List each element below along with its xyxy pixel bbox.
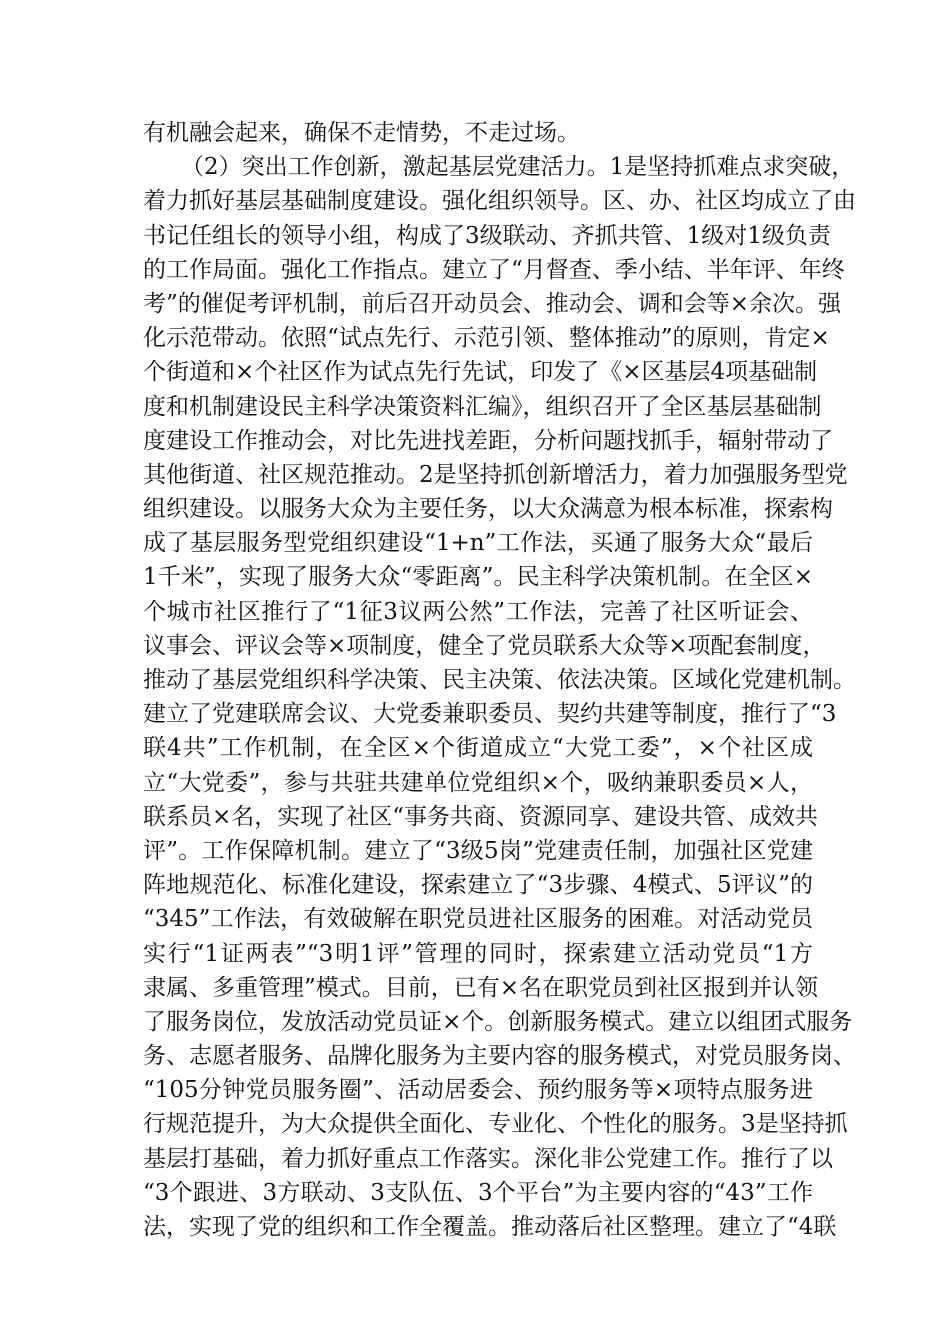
text-line: “3个跟进、3方联动、3支队伍、3个平台”为主要内容的“43”工作	[143, 1179, 813, 1206]
text-line: “105分钟党员服务圈”、活动居委会、预约服务等×项特点服务进	[143, 1077, 813, 1104]
text-line: 度和机制建设民主科学决策资料汇编》，组织召开了全区基层基础制	[143, 393, 822, 420]
text-line: 1千米”，实现了服务大众“零距离”。民主科学决策机制。在全区×	[143, 564, 813, 591]
text-line: 化示范带动。依照“试点先行、示范引领、整体推动”的原则，肯定×	[143, 325, 830, 352]
text-line: 个城市社区推行了“1征3议两公然”工作法，完善了社区听证会、	[143, 598, 813, 625]
body-text	[143, 116, 856, 1244]
text-line: 务、志愿者服务、品牌化服务为主要内容的服务模式，对党员服务岗、	[143, 1043, 856, 1070]
text-line: （2）突出工作创新，激起基层党建活力。1是坚持抓难点求突破，	[181, 154, 855, 181]
text-line: 着力抓好基层基础制度建设。强化组织领导。区、办、社区均成立了由	[143, 188, 856, 215]
text-line: 实行“1证两表”“3明1评”管理的同时，探索建立活动党员“1方	[143, 940, 813, 967]
text-line: 行规范提升，为大众提供全面化、专业化、个性化的服务。3是坚持抓	[143, 1111, 848, 1138]
text-line: 其他街道、社区规范推动。2是坚持抓创新增活力，着力加强服务型党	[143, 461, 848, 488]
text-line: 了服务岗位，发放活动党员证×个。创新服务模式。建立以组团式服务	[143, 1008, 853, 1035]
text-line: “345”工作法，有效破解在职党员进社区服务的困难。对活动党员	[143, 906, 813, 933]
text-line: 的工作局面。强化工作指点。建立了“月督查、季小结、半年评、年终	[143, 256, 845, 283]
text-line: 个街道和×个社区作为试点先行先试，印发了《×区基层4项基础制	[143, 359, 818, 386]
text-line: 有机融会起来，确保不走情势，不走过场。	[143, 120, 580, 146]
text-line: 书记任组长的领导小组，构成了3级联动、齐抓共管、1级对1级负责	[143, 222, 831, 249]
text-line: 阵地规范化、标准化建设，探索建立了“3步骤、4模式、5评议”的	[143, 872, 813, 899]
text-line: 联系员×名，实现了社区“事务共商、资源同享、建设共管、成效共	[143, 803, 819, 830]
text-line: 组织建设。以服务大众为主要任务，以大众满意为根本标准，探索构	[143, 496, 833, 523]
text-line: 法，实现了党的组织和工作全覆盖。推动落后社区整理。建立了“4联	[143, 1214, 837, 1240]
text-line: 联4共”工作机制，在全区×个街道成立“大党工委”，×个社区成	[143, 735, 813, 762]
text-line: 成了基层服务型党组织建设“1+n”工作法，买通了服务大众“最后	[143, 530, 813, 557]
text-line: 基层打基础，着力抓好重点工作落实。深化非公党建工作。推行了以	[143, 1145, 833, 1172]
text-line: 评”。工作保障机制。建立了“3级5岗”党建责任制，加强社区党建	[143, 837, 813, 864]
text-line: 考”的催促考评机制，前后召开动员会、推动会、调和会等×余次。强	[143, 290, 842, 317]
text-line: 隶属、多重管理”模式。目前，已有×名在职党员到社区报到并认领	[143, 974, 819, 1001]
text-line: 建立了党建联席会议、大党委兼职委员、契约共建等制度，推行了“3	[143, 701, 837, 728]
text-line: 议事会、评议会等×项制度，健全了党员联系大众等×项配套制度，	[143, 632, 826, 659]
text-line: 度建设工作推动会，对比先进找差距，分析问题找抓手，辐射带动了	[143, 427, 833, 454]
text-line: 推动了基层党组织科学决策、民主决策、依法决策。区域化党建机制。	[143, 667, 856, 693]
text-line: 立“大党委”，参与共驻共建单位党组织×个，吸纳兼职委员×人，	[143, 769, 813, 796]
